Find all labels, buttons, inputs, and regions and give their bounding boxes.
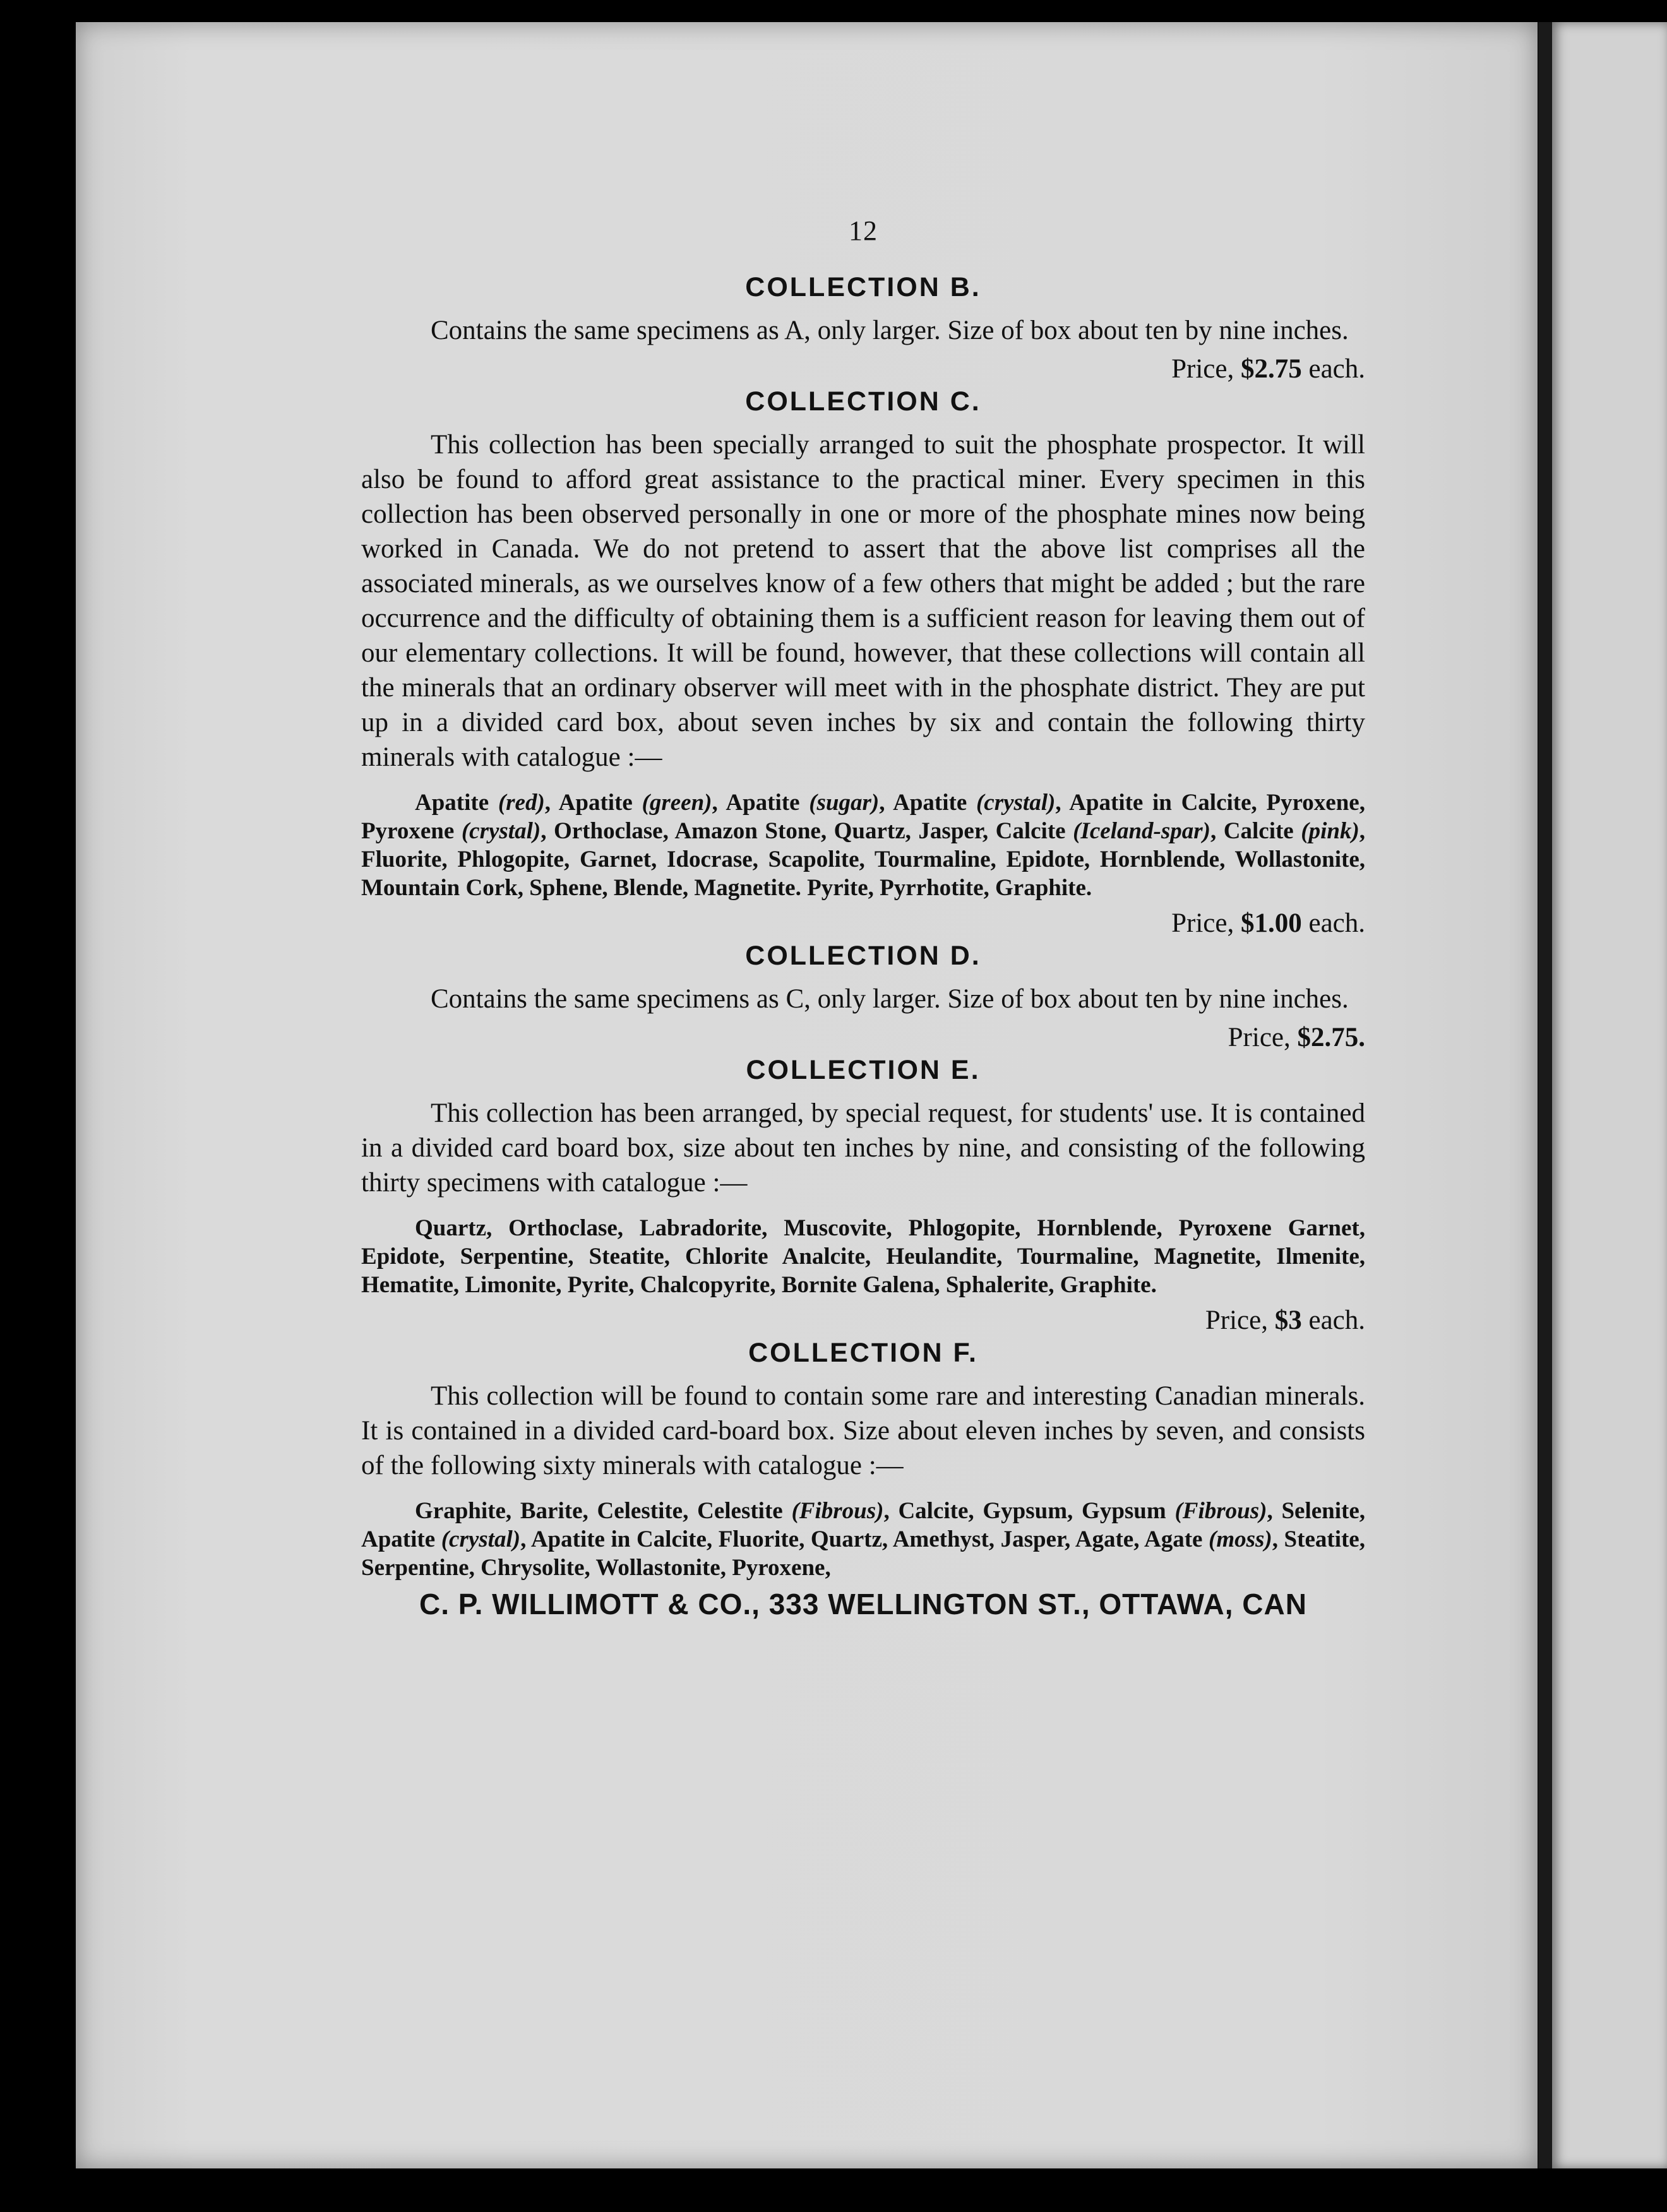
section-paragraph: Contains the same specimens as C, only larger. Size of box about ten by nine inches. [431, 984, 1349, 1014]
section-heading: COLLECTION E. [746, 1055, 981, 1085]
price-line [361, 1020, 1365, 1055]
section-collection-c [361, 386, 1365, 941]
section-paragraph: This collection has been specially arranged to suit the phosphate prospector. It will also be found to afford great assistance to the practical miner. Every specimen in this collection has been observed personally in one or more of the phosphate mines now being worked in Canada. We do not pretend to assert that the above list comprises all the associated minerals, as we ourselves know of a few others that might be added ; but the rare occurrence and the difficulty of obtaining them is a sufficient reason for leaving them out of our elementary collections. It will be found, however, that these collections will contain all the minerals that an ordinary observer will meet with in the phosphate district. They are put up in a divided card box, about seven inches by six and contain the following thirty minerals with catalogue :— [361, 430, 1365, 772]
section-paragraph: Contains the same specimens as A, only larger. Size of box about ten by nine inches. [431, 316, 1349, 345]
price-label: Price, [1205, 1305, 1268, 1335]
mineral-qualifier: (crystal) [441, 1526, 521, 1552]
section-collection-f [361, 1338, 1365, 1582]
adjacent-page-edge [1552, 22, 1667, 2168]
price-line [361, 1303, 1365, 1338]
mineral-qualifier: (moss) [1209, 1526, 1272, 1552]
mineral-list: Graphite, Barite, Celestite, Celestite (Fibrous), Calcite, Gypsum, Gypsum (Fibrous), Selenite, Apatite (crystal), Apatite in Calcite, Fluorite, Quartz, Amethyst, Jasper, Agate, Agate (moss), Steatite, Serpentine, Chrysolite, Wollastonite, Pyroxene, [361, 1498, 1365, 1581]
mineral-list: Quartz, Orthoclase, Labradorite, Muscovite, Phlogopite, Hornblende, Pyroxene Garnet, Epidote, Serpentine, Steatite, Chlorite Analcite, Heulandite, Tourmaline, Magnetite, Ilmenite, Hematite, Limonite, Pyrite, Chalcopyrite, Bornite Galena, Sphalerite, Graphite. [361, 1215, 1365, 1298]
price-line [361, 906, 1365, 941]
mineral-qualifier: (crystal) [976, 790, 1056, 816]
price-label: Price, [1171, 908, 1234, 938]
mineral-qualifier: (Fibrous) [1174, 1498, 1267, 1524]
mineral-list: Apatite (red), Apatite (green), Apatite (sugar), Apatite (crystal), Apatite in Calcite, Pyroxene, Pyroxene (crystal), Orthoclase, Amazon Stone, Quartz, Jasper, Calcite (Iceland-spar), Calcite (pink), Fluorite, Phlogopite, Garnet, Idocrase, Scapolite, Tourmaline, Epidote, Hornblende, Wollastonite, Mountain Cork, Sphene, Blende, Magnetite. Pyrite, Pyrrhotite, Graphite. [361, 790, 1366, 901]
section-heading: COLLECTION F. [748, 1338, 978, 1368]
mineral-qualifier: (sugar) [809, 790, 880, 816]
section-paragraph: This collection has been arranged, by special request, for students' use. It is contained in a divided card board box, size about ten inches by nine, and consisting of the following thirty specimens with catalogue :— [361, 1098, 1365, 1198]
price-suffix: each. [1308, 1305, 1365, 1335]
section-collection-d [361, 941, 1365, 1055]
section-collection-b [361, 272, 1365, 386]
mineral-qualifier: (pink) [1301, 818, 1359, 844]
mineral-qualifier: (Iceland-spar) [1073, 818, 1210, 844]
price-value: $2.75. [1297, 1023, 1365, 1052]
price-label: Price, [1171, 354, 1234, 384]
section-heading: COLLECTION C. [745, 386, 981, 417]
price-value: $2.75 [1240, 354, 1302, 384]
price-label: Price, [1228, 1023, 1291, 1052]
page-number: 12 [849, 215, 878, 246]
book-gutter [1538, 22, 1552, 2168]
price-suffix: each. [1308, 908, 1365, 938]
price-line [361, 352, 1365, 386]
section-heading: COLLECTION D. [745, 941, 981, 971]
price-value: $3 [1274, 1305, 1302, 1335]
section-paragraph: This collection will be found to contain some rare and interesting Canadian minerals. It is contained in a divided card-board box. Size about eleven inches by seven, and consists of the following sixty minerals with catalogue :— [361, 1381, 1365, 1480]
mineral-qualifier: (crystal) [461, 818, 541, 844]
mineral-qualifier: (green) [642, 790, 712, 816]
price-value: $1.00 [1240, 908, 1302, 938]
section-collection-e [361, 1055, 1365, 1338]
publisher-footer: C. P. WILLIMOTT & CO., 333 WELLINGTON ST., OTTAWA, CAN [419, 1588, 1307, 1620]
price-suffix: each. [1308, 354, 1365, 384]
page-content [361, 215, 1365, 1621]
mineral-qualifier: (red) [498, 790, 545, 816]
section-heading: COLLECTION B. [745, 272, 981, 302]
mineral-qualifier: (Fibrous) [791, 1498, 884, 1524]
